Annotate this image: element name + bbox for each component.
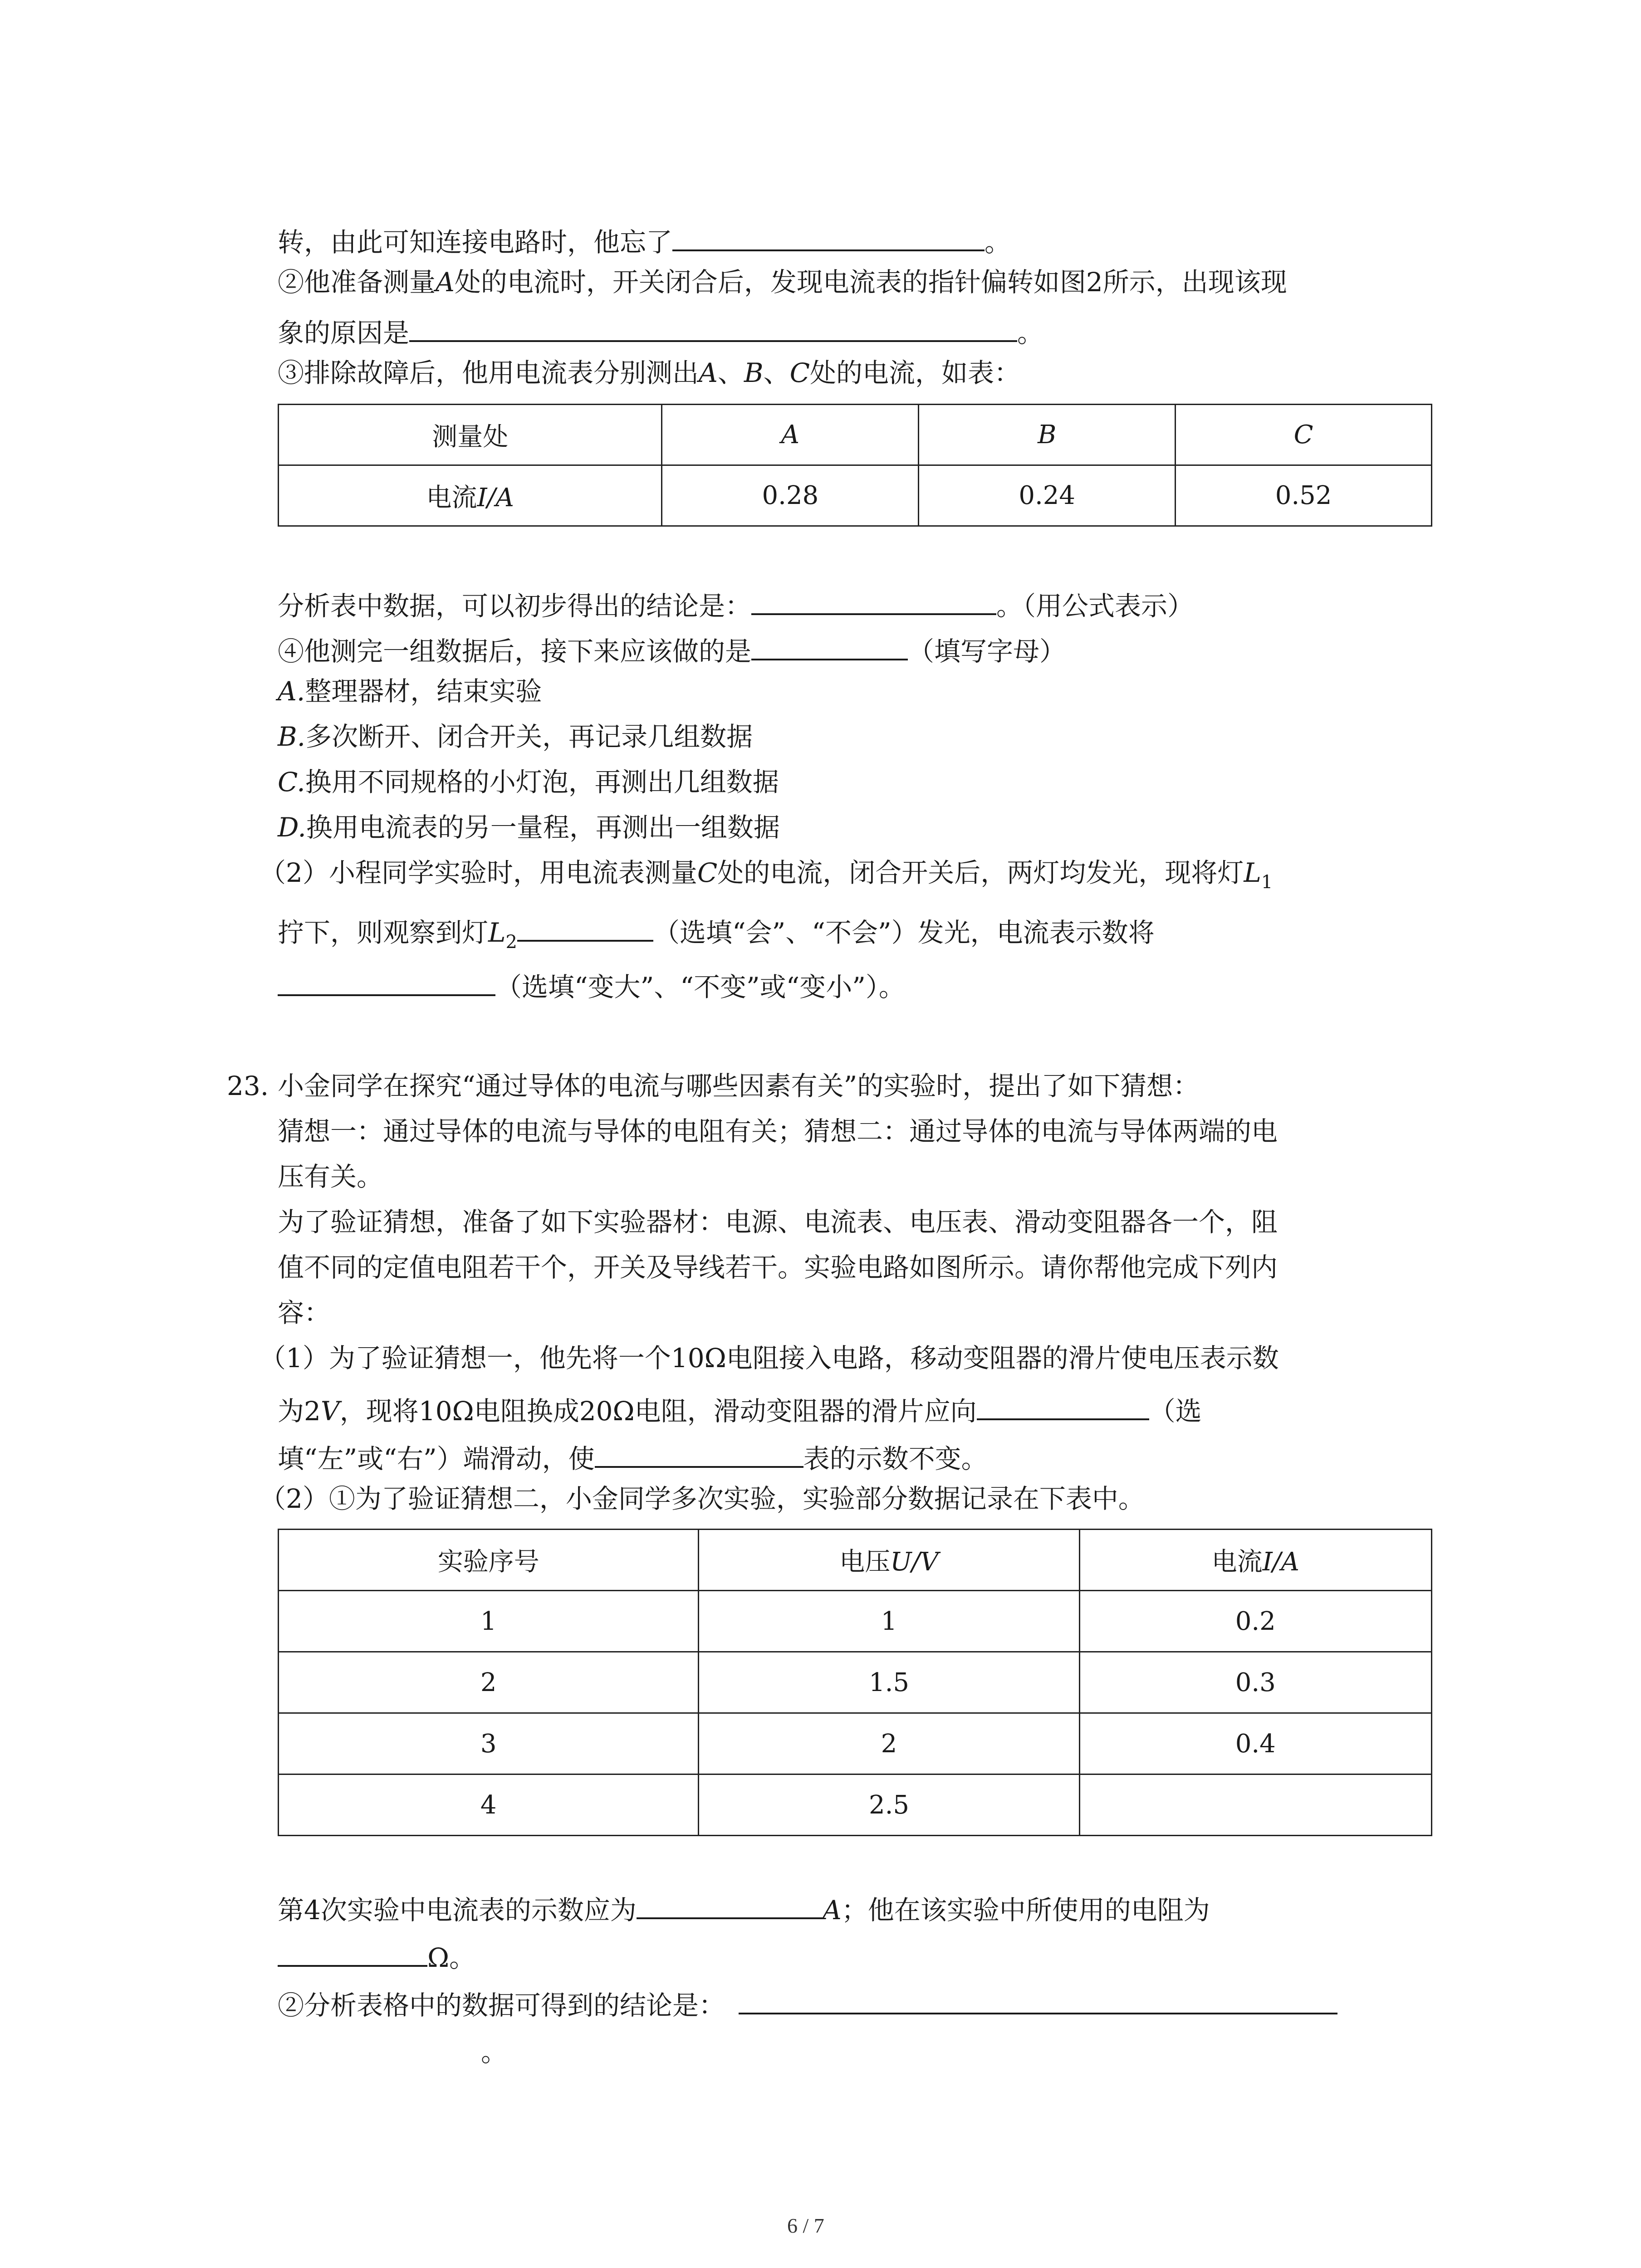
q23-intro: 小金同学在探究“通过导体的电流与哪些因素有关”的实验时，提出了如下猜想： [278,1070,1200,1101]
blank-slide-direction[interactable] [977,1390,1149,1420]
value-cell: 0.28 [662,465,919,526]
blank-formula[interactable] [751,585,996,615]
table-row [279,1774,1432,1836]
voltage-current-table [278,1529,1432,1836]
q22-analysis: 分析表中数据，可以初步得出的结论是： 。（用公式表示） [278,585,1194,622]
option-b: B.多次断开、闭合开关，再记录几组数据 [278,721,753,752]
q23-fourth-line: 第4次实验中电流表的示数应为 A；他在该实验中所使用的电阻为 [278,1889,1210,1926]
q22-item2-line2: 象的原因是 。 [278,312,1043,349]
header-cell: A [662,405,919,465]
header-cell: B [919,405,1176,465]
option-a: A.整理器材，结束实验 [278,676,542,707]
row-label-cell: 电流I/A [279,465,662,526]
vc-table-header [279,1530,1432,1591]
q23-p2-line1: （2）①为了验证猜想二，小金同学多次实验，实验部分数据记录在下表中。 [260,1483,1145,1514]
q23-equip-2: 值不同的定值电阻若干个，开关及导线若干。实验电路如图所示。请你帮他完成下列内 [278,1252,1278,1283]
q23-guess-2: 压有关。 [278,1161,383,1192]
q23-p1-line1: （1）为了验证猜想一，他先将一个10Ω电阻接入电路，移动变阻器的滑片使电压表示数 [260,1343,1279,1374]
cell: 3 [279,1713,699,1774]
option-d: D.换用电流表的另一量程，再测出一组数据 [278,812,780,843]
cell: 2 [699,1713,1079,1774]
blank-meter[interactable] [595,1438,803,1468]
cell: 2.5 [699,1774,1079,1836]
cell: 1 [699,1591,1079,1652]
blank-resistance[interactable] [278,1937,427,1967]
cell: 0.2 [1079,1591,1431,1652]
q23-equip-3: 容： [278,1297,331,1328]
q23-item2-line: ②分析表格中的数据可得到的结论是： [278,1984,1337,2022]
q23-item2-end: 。 [481,2037,508,2068]
q22-item3: ③排除故障后，他用电流表分别测出A、B、C处的电流，如表： [278,357,1020,388]
blank-fourth-current[interactable] [637,1889,823,1919]
blank-lights[interactable] [517,912,653,942]
q22-item4: ④他测完一组数据后，接下来应该做的是 （填写字母） [278,631,1066,668]
q23-number: 23. [227,1070,269,1101]
current-table [278,404,1432,527]
blank-next-step[interactable] [751,631,908,660]
q23-equip-1: 为了验证猜想，准备了如下实验器材：电源、电流表、电压表、滑动变阻器各一个，阻 [278,1207,1278,1237]
table-row [279,1591,1432,1652]
blank-ammeter-change[interactable] [278,966,495,996]
current-table-header [279,405,1432,465]
option-c: C.换用不同规格的小灯泡，再测出几组数据 [278,767,779,797]
cell: 1.5 [699,1652,1079,1713]
q22-part2-line2: 拧下，则观察到灯$L_2$ （选填“会”、“不会”）发光，电流表示数将 [278,912,1155,953]
q22-item2-line1: ②他准备测量A处的电流时，开关闭合后，发现电流表的指针偏转如图2所示，出现该现 [278,267,1287,298]
page-number: 6 / 7 [787,2214,824,2237]
q23-p1-line2: 为2V，现将10Ω电阻换成20Ω电阻，滑动变阻器的滑片应向 （选 [278,1390,1202,1427]
current-table-row [279,465,1432,526]
cell: 4 [279,1774,699,1836]
blank-reason[interactable] [409,312,1017,342]
blank-forgot[interactable] [672,221,985,251]
q22-line1: 转，由此可知连接电路时，他忘了 。 [278,221,1011,259]
cell: 2 [279,1652,699,1713]
cell: 1 [279,1591,699,1652]
q22-part2-line1: （2）小程同学实验时，用电流表测量C处的电流，闭合开关后，两灯均发光，现将灯$L_1$ [260,857,1273,893]
cell: 0.4 [1079,1713,1431,1774]
value-cell: 0.24 [919,465,1176,526]
blank-conclusion[interactable] [739,1984,1337,2014]
q22-part2-line3: （选填“变大”、“不变”或“变小”）。 [278,966,905,1003]
cell: 0.3 [1079,1652,1431,1713]
q23-p1-line3: 填“左”或“右”）端滑动，使 表的示数不变。 [278,1438,988,1475]
q23-guess-1: 猜想一：通过导体的电流与导体的电阻有关；猜想二：通过导体的电流与导体两端的电 [278,1116,1278,1147]
header-cell: 电流I/A [1079,1530,1431,1591]
header-cell: 电压U/V [699,1530,1079,1591]
header-cell: C [1176,405,1432,465]
header-cell: 测量处 [279,405,662,465]
table-row [279,1713,1432,1774]
value-cell: 0.52 [1176,465,1432,526]
cell[interactable] [1079,1774,1431,1836]
q23-ohm-line: Ω。 [278,1937,475,1974]
header-cell: 实验序号 [279,1530,699,1591]
table-row [279,1652,1432,1713]
